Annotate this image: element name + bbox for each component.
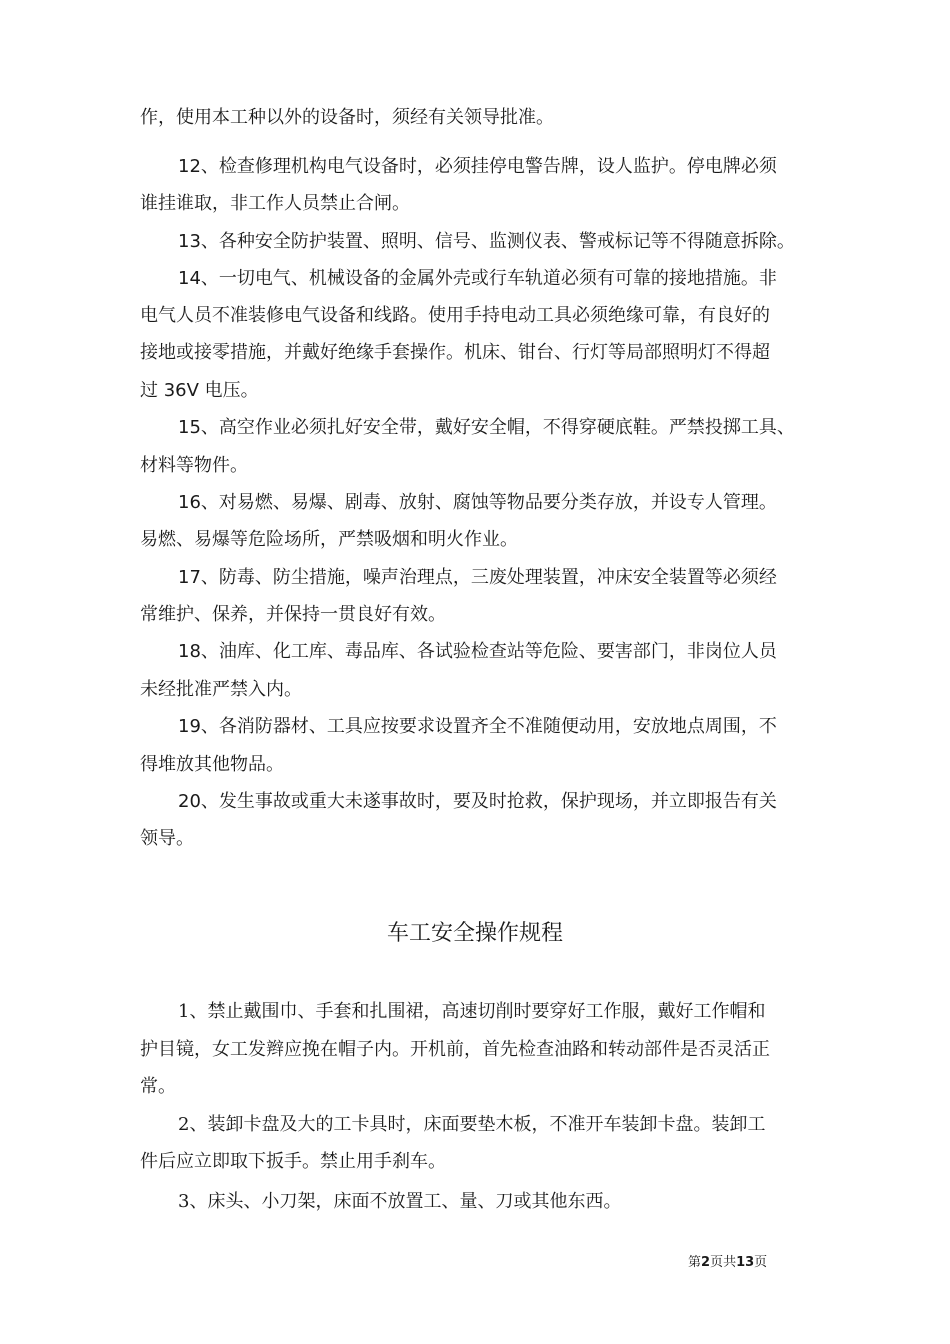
text-line: 12、检查修理机构电气设备时，必须挂停电警告牌，设人监护。停电牌必须	[178, 156, 777, 177]
footer-prefix: 第	[688, 1255, 702, 1270]
text-line: 材料等物件。	[140, 455, 248, 476]
text-line: 过 36V 电压。	[140, 380, 259, 401]
text-line: 20、发生事故或重大未遂事故时，要及时抢救，保护现场，并立即报告有关	[178, 791, 777, 812]
text-line: 得堆放其他物品。	[140, 754, 284, 775]
text-line: 16、对易燃、易爆、剧毒、放射、腐蚀等物品要分类存放，并设专人管理。	[178, 492, 777, 513]
text-line: 17、防毒、防尘措施，噪声治理点，三废处理装置，冲床安全装置等必须经	[178, 567, 777, 588]
page-footer	[688, 1254, 767, 1272]
text-line: 常。	[140, 1076, 176, 1097]
text-line: 18、油库、化工库、毒品库、各试验检查站等危险、要害部门，非岗位人员	[178, 641, 777, 662]
text-line: 作，使用本工种以外的设备时，须经有关领导批准。	[140, 107, 554, 128]
text-line: 件后应立即取下扳手。禁止用手刹车。	[140, 1151, 446, 1172]
text-line: 19、各消防器材、工具应按要求设置齐全不准随便动用，安放地点周围，不	[178, 716, 777, 737]
text-line: 常维护、保养，并保持一贯良好有效。	[140, 604, 446, 625]
text-line: 谁挂谁取，非工作人员禁止合闸。	[140, 193, 410, 214]
text-line: 护目镜，女工发辫应挽在帽子内。开机前，首先检查油路和转动部件是否灵活正	[140, 1039, 770, 1060]
text-line: 电气人员不准装修电气设备和线路。使用手持电动工具必须绝缘可靠，有良好的	[140, 305, 770, 326]
text-line: 15、高空作业必须扎好安全带，戴好安全帽，不得穿硬底鞋。严禁投掷工具、	[178, 417, 795, 438]
paragraph-continuation	[0, 106, 950, 130]
text-line: 14、一切电气、机械设备的金属外壳或行车轨道必须有可靠的接地措施。非	[178, 268, 777, 289]
text-line: 接地或接零措施，并戴好绝缘手套操作。机床、钳台、行灯等局部照明灯不得超	[140, 342, 770, 363]
total-page-count: 13	[736, 1255, 755, 1270]
current-page-number: 2	[701, 1255, 711, 1270]
text-line: 3、床头、小刀架，床面不放置工、量、刀或其他东西。	[178, 1191, 622, 1212]
text-line: 2、装卸卡盘及大的工卡具时，床面要垫木板，不准开车装卸卡盘。装卸工	[178, 1114, 766, 1135]
text-line: 未经批准严禁入内。	[140, 679, 302, 700]
footer-suffix: 页	[754, 1255, 768, 1270]
text-line: 13、各种安全防护装置、照明、信号、监测仪表、警戒标记等不得随意拆除。	[178, 231, 795, 252]
text-line: 1、禁止戴围巾、手套和扎围裙，高速切削时要穿好工作服，戴好工作帽和	[178, 1001, 766, 1022]
text-line: 易燃、易爆等危险场所，严禁吸烟和明火作业。	[140, 529, 518, 550]
footer-middle: 页共	[710, 1255, 737, 1270]
section-title: 车工安全操作规程	[386, 921, 563, 946]
text-line: 领导。	[140, 828, 194, 849]
